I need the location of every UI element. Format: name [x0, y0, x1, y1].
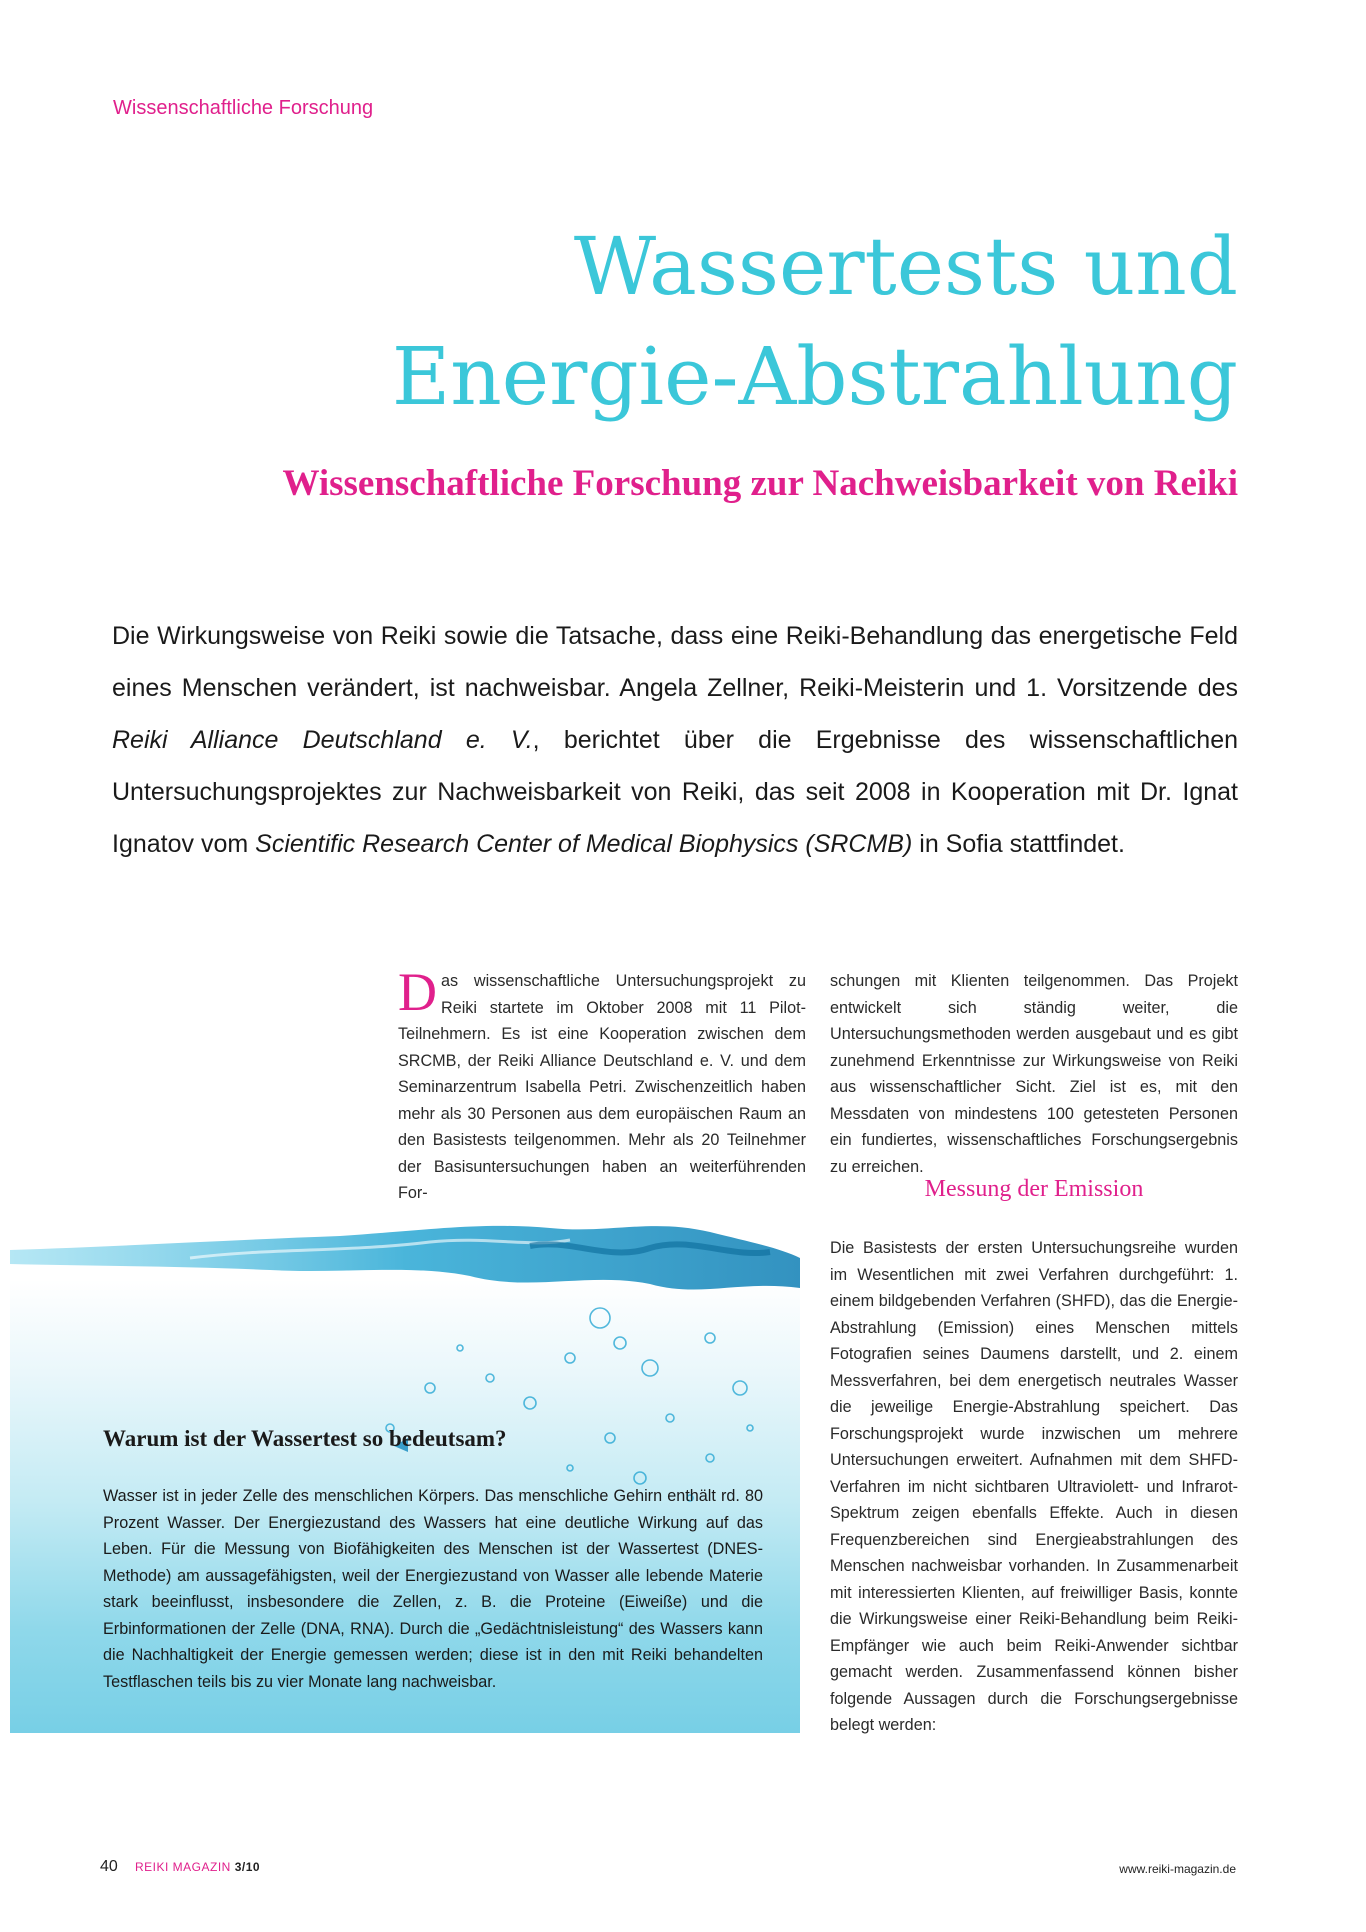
magazine-footer — [135, 1860, 260, 1874]
page-number: 40 — [100, 1858, 118, 1875]
intro-org: Reiki Alliance Deutschland e. V. — [112, 726, 533, 754]
intro-part-1: Die Wirkungsweise von Reiki sowie die Tatsache, dass eine Reiki-Behandlung das energetische Feld eines Menschen verändert, ist nachweisbar. Angela Zellner, Reiki-Meisterin und 1. Vorsitzende des — [112, 622, 1238, 702]
box-heading: Warum ist der Wassertest so bedeutsam? — [103, 1426, 507, 1451]
box-text: Wasser ist in jeder Zelle des menschlichen Körpers. Das menschliche Gehirn enthält rd. 80 Prozent Wasser. Der Energiezustand des Wassers hat eine deutliche Wirkung auf das Leben. Für die Messung von Biofähigkeiten des Menschen ist der Wassertest (DNES-Methode) am aussagefähigsten, weil der Energiezustand von Wasser alle lebende Materie stark beeinflusst, insbesondere die Zellen, z. B. die Proteine (Eiweiße) und die Erbinformationen der Zelle (DNA, RNA). Durch die „Gedächtnisleistung“ des Wassers kann die Nachhaltigkeit der Energie gemessen werden; diese ist in den mit Reiki behandelten Testflaschen teils bis zu vier Monate lang nachweisbar. — [103, 1487, 763, 1691]
intro-part-3: in Sofia stattfindet. — [912, 830, 1125, 858]
section-heading: Messung der Emission — [924, 1176, 1144, 1202]
title-line-2: Energie-Abstrahlung — [391, 330, 1238, 423]
intro-paragraph — [112, 610, 1238, 870]
body-column-3: Die Basistests der ersten Untersuchungsreihe wurden im Wesentlichen mit zwei Verfahren durchgeführt: 1. einem bildgebenden Verfahren (SHFD), das die Energie-Abstrahlung (Emission) eines Menschen mittels Fotografien seines Daumens darstellt, und 2. einem Messverfahren, bei dem energetisch neutrales Wasser die jeweilige Energie-Abstrahlung speichert. Das Forschungsprojekt wurde inzwischen um mehrere Untersuchungen erweitert. Aufnahmen mit dem SHFD-Verfahren im nicht sichtbaren Ultraviolett- und Infrarot-Spektrum zeigen ebenfalls Effekte. Auch in diesen Frequenzbereichen sind Energieabstrahlungen des Menschen nachweisbar vorhanden. In Zusammenarbeit mit interessierten Klienten, auf freiwilliger Basis, konnte die Wirkungsweise einer Reiki-Behandlung beim Reiki-Empfänger wie auch beim Reiki-Anwender sichtbar gemacht werden. Zusammenfassend können bisher folgende Aussagen durch die Forschungsergebnisse belegt werden: — [830, 1239, 1238, 1734]
column-1-text: as wissenschaftliche Untersuchungsprojekt zu Reiki startete im Oktober 2008 mit 11 Pilot-Teilnehmern. Es ist eine Kooperation zwischen dem SRCMB, der Reiki Alliance Deutschland e. V. und dem Seminarzentrum Isabella Petri. Zwischenzeitlich haben mehr als 30 Personen aus dem europäischen Raum an den Basistests teilgenommen. Mehr als 20 Teilnehmer der Basisuntersuchungen haben an weiterführenden For- — [398, 972, 806, 1202]
intro-part-2: , berichtet über die Ergebnisse des wissenschaftlichen Untersuchungsprojektes zur Nachweisbarkeit von Reiki, das seit 2008 in Kooperation mit Dr. Ignat Ignatov vom — [112, 726, 1238, 858]
article-title — [392, 212, 1238, 432]
magazine-name: REIKI MAGAZIN — [135, 1860, 231, 1874]
section-label: Wissenschaftliche Forschung — [113, 97, 374, 119]
body-column-2: schungen mit Klienten teilgenommen. Das Projekt entwickelt sich ständig weiter, die Untersuchungsmethoden werden ausgebaut und es gibt zunehmend Erkenntnisse zur Wirkungsweise von Reiki aus wissenschaftlicher Sicht. Ziel ist es, mit den Messdaten von mindestens 100 getesteten Personen ein fundiertes, wissenschaftliches Forschungsergebnis zu erreichen. — [830, 972, 1238, 1176]
article-subtitle: Wissenschaftliche Forschung zur Nachweisbarkeit von Reiki — [282, 463, 1238, 504]
footer-url: www.reiki-magazin.de — [1119, 1862, 1236, 1876]
body-column-1 — [398, 962, 806, 1207]
magazine-issue: 3/10 — [234, 1860, 261, 1874]
intro-center: Scientific Research Center of Medical Biophysics (SRCMB) — [255, 830, 913, 858]
title-line-1: Wassertests und — [573, 220, 1238, 313]
dropcap: D — [398, 962, 437, 1022]
